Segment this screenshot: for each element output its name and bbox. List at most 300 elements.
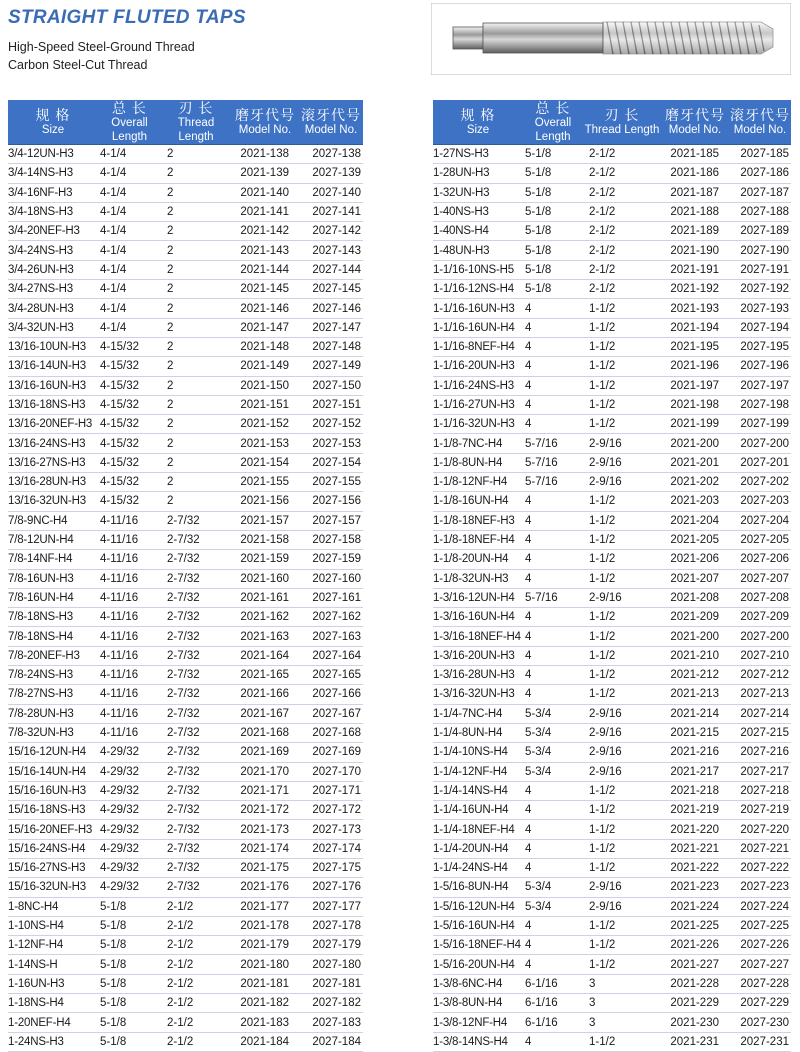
overall-length-cell: 5-7/16: [523, 453, 583, 472]
size-cell: 1-5/16-16UN-H4: [433, 916, 523, 935]
table-row: [433, 685, 791, 704]
overall-length-cell: 4: [523, 415, 583, 434]
thread-length-cell: 1-1/2: [583, 569, 661, 588]
overall-length-cell: 5-1/8: [98, 1032, 161, 1051]
cut-model-cell: 2027-202: [729, 473, 791, 492]
size-cell: 7/8-28UN-H3: [8, 704, 98, 723]
page-title: STRAIGHT FLUTED TAPS: [8, 7, 246, 28]
overall-length-cell: 4-29/32: [98, 781, 161, 800]
table-row: [8, 337, 363, 356]
table-row: [433, 183, 791, 202]
cut-model-cell: 2027-138: [299, 145, 363, 164]
thread-length-cell: 1-1/2: [583, 299, 661, 318]
ground-model-cell: 2021-164: [231, 646, 299, 665]
overall-length-cell: 4: [523, 955, 583, 974]
size-cell: 1-1/16-32UN-H3: [433, 415, 523, 434]
overall-length-cell: 4: [523, 781, 583, 800]
cut-model-cell: 2027-200: [729, 627, 791, 646]
cut-model-cell: 2027-141: [299, 202, 363, 221]
overall-length-cell: 5-1/8: [523, 145, 583, 164]
overall-length-cell: 5-7/16: [523, 434, 583, 453]
cut-model-cell: 2027-157: [299, 511, 363, 530]
cut-model-cell: 2027-226: [729, 936, 791, 955]
table-row: [433, 627, 791, 646]
thread-length-cell: 2: [161, 337, 231, 356]
table-row: [8, 395, 363, 414]
size-cell: 1-1/8-7NC-H4: [433, 434, 523, 453]
table-row: [433, 357, 791, 376]
ground-model-cell: 2021-142: [231, 222, 299, 241]
overall-length-cell: 4-1/4: [98, 260, 161, 279]
cut-model-cell: 2027-140: [299, 183, 363, 202]
cut-model-cell: 2027-163: [299, 627, 363, 646]
size-cell: 1-48UN-H3: [433, 241, 523, 260]
thread-length-cell: 2-7/32: [161, 704, 231, 723]
ground-model-cell: 2021-216: [661, 743, 729, 762]
size-cell: 1-3/16-16UN-H4: [433, 608, 523, 627]
overall-length-cell: 4-15/32: [98, 415, 161, 434]
overall-length-cell: 4-15/32: [98, 376, 161, 395]
size-cell: 1-1/4-12NF-H4: [433, 762, 523, 781]
cut-model-cell: 2027-218: [729, 781, 791, 800]
overall-length-cell: 5-1/8: [523, 260, 583, 279]
size-cell: 3/4-27NS-H3: [8, 280, 98, 299]
thread-length-cell: 1-1/2: [583, 550, 661, 569]
table-row: [433, 202, 791, 221]
cut-model-cell: 2027-149: [299, 357, 363, 376]
overall-length-cell: 4-29/32: [98, 878, 161, 897]
overall-length-cell: 6-1/16: [523, 974, 583, 993]
col-size: 规 格 Size: [8, 100, 98, 145]
table-row: [433, 801, 791, 820]
cut-model-cell: 2027-207: [729, 569, 791, 588]
overall-length-cell: 4-1/4: [98, 241, 161, 260]
thread-length-cell: 2-1/2: [583, 280, 661, 299]
table-row: [8, 550, 363, 569]
size-cell: 1-3/16-32UN-H3: [433, 685, 523, 704]
size-cell: 1-1/4-7NC-H4: [433, 704, 523, 723]
size-cell: 15/16-14UN-H4: [8, 762, 98, 781]
table-row: [433, 916, 791, 935]
thread-length-cell: 2: [161, 299, 231, 318]
overall-length-cell: 5-1/8: [523, 222, 583, 241]
thread-length-cell: 2-7/32: [161, 569, 231, 588]
overall-length-cell: 4-11/16: [98, 588, 161, 607]
table-row: [8, 858, 363, 877]
cut-model-cell: 2027-159: [299, 550, 363, 569]
thread-length-cell: 2-1/2: [583, 202, 661, 221]
cut-model-cell: 2027-214: [729, 704, 791, 723]
thread-length-cell: 1-1/2: [583, 608, 661, 627]
thread-length-cell: 3: [583, 994, 661, 1013]
size-cell: 1-18NS-H4: [8, 994, 98, 1013]
overall-length-cell: 4-1/4: [98, 202, 161, 221]
size-cell: 15/16-20NEF-H3: [8, 820, 98, 839]
ground-model-cell: 2021-186: [661, 164, 729, 183]
table-row: [8, 164, 363, 183]
size-cell: 3/4-24NS-H3: [8, 241, 98, 260]
spec-table-left: [8, 100, 363, 1052]
table-row: [433, 704, 791, 723]
ground-model-cell: 2021-160: [231, 569, 299, 588]
overall-length-cell: 5-1/8: [523, 241, 583, 260]
thread-length-cell: 1-1/2: [583, 801, 661, 820]
overall-length-cell: 4: [523, 395, 583, 414]
ground-model-cell: 2021-157: [231, 511, 299, 530]
table-row: [8, 299, 363, 318]
thread-length-cell: 2-1/2: [583, 164, 661, 183]
cut-model-cell: 2027-205: [729, 530, 791, 549]
cut-model-cell: 2027-186: [729, 164, 791, 183]
cut-model-cell: 2027-197: [729, 376, 791, 395]
thread-length-cell: 1-1/2: [583, 1032, 661, 1051]
cut-model-cell: 2027-199: [729, 415, 791, 434]
ground-model-cell: 2021-145: [231, 280, 299, 299]
thread-length-cell: 1-1/2: [583, 916, 661, 935]
overall-length-cell: 4-1/4: [98, 299, 161, 318]
cut-model-cell: 2027-231: [729, 1032, 791, 1051]
thread-length-cell: 1-1/2: [583, 318, 661, 337]
table-row: [8, 743, 363, 762]
ground-model-cell: 2021-196: [661, 357, 729, 376]
size-cell: 1-3/16-28UN-H3: [433, 666, 523, 685]
overall-length-cell: 5-3/4: [523, 762, 583, 781]
cut-model-cell: 2027-230: [729, 1013, 791, 1032]
table-row: [433, 164, 791, 183]
col-overall-length: 总 长 Overall Length: [523, 100, 583, 145]
thread-length-cell: 2-1/2: [583, 183, 661, 202]
overall-length-cell: 4-15/32: [98, 434, 161, 453]
thread-length-cell: 2-1/2: [583, 241, 661, 260]
size-cell: 1-1/8-20UN-H4: [433, 550, 523, 569]
ground-model-cell: 2021-148: [231, 337, 299, 356]
ground-model-cell: 2021-199: [661, 415, 729, 434]
ground-model-cell: 2021-172: [231, 801, 299, 820]
overall-length-cell: 5-3/4: [523, 743, 583, 762]
size-cell: 7/8-14NF-H4: [8, 550, 98, 569]
cut-model-cell: 2027-177: [299, 897, 363, 916]
table-row: [433, 897, 791, 916]
thread-length-cell: 1-1/2: [583, 337, 661, 356]
thread-length-cell: 2: [161, 415, 231, 434]
size-cell: 1-5/16-20UN-H4: [433, 955, 523, 974]
thread-length-cell: 2-1/2: [161, 994, 231, 1013]
col-thread-length: 刃 长 Thread Length: [583, 100, 661, 145]
size-cell: 1-1/4-18NEF-H4: [433, 820, 523, 839]
overall-length-cell: 4-29/32: [98, 801, 161, 820]
size-cell: 13/16-24NS-H3: [8, 434, 98, 453]
ground-model-cell: 2021-158: [231, 530, 299, 549]
thread-length-cell: 1-1/2: [583, 511, 661, 530]
overall-length-cell: 5-1/8: [98, 916, 161, 935]
cut-model-cell: 2027-200: [729, 434, 791, 453]
cut-model-cell: 2027-198: [729, 395, 791, 414]
thread-length-cell: 1-1/2: [583, 415, 661, 434]
table-row: [8, 183, 363, 202]
cut-model-cell: 2027-179: [299, 936, 363, 955]
thread-length-cell: 2: [161, 318, 231, 337]
ground-model-cell: 2021-212: [661, 666, 729, 685]
table-row: [433, 666, 791, 685]
ground-model-cell: 2021-230: [661, 1013, 729, 1032]
ground-model-cell: 2021-151: [231, 395, 299, 414]
cut-model-cell: 2027-180: [299, 955, 363, 974]
size-cell: 1-12NF-H4: [8, 936, 98, 955]
thread-length-cell: 2: [161, 241, 231, 260]
table-row: [433, 646, 791, 665]
thread-length-cell: 1-1/2: [583, 820, 661, 839]
ground-model-cell: 2021-203: [661, 492, 729, 511]
overall-length-cell: 6-1/16: [523, 1013, 583, 1032]
overall-length-cell: 4-11/16: [98, 646, 161, 665]
overall-length-cell: 4-11/16: [98, 666, 161, 685]
overall-length-cell: 5-1/8: [98, 994, 161, 1013]
size-cell: 15/16-18NS-H3: [8, 801, 98, 820]
cut-model-cell: 2027-208: [729, 588, 791, 607]
table-row: [433, 453, 791, 472]
cut-model-cell: 2027-161: [299, 588, 363, 607]
cut-model-cell: 2027-193: [729, 299, 791, 318]
table-row: [433, 569, 791, 588]
ground-model-cell: 2021-144: [231, 260, 299, 279]
ground-model-cell: 2021-200: [661, 627, 729, 646]
overall-length-cell: 5-1/8: [523, 280, 583, 299]
thread-length-cell: 2: [161, 222, 231, 241]
cut-model-cell: 2027-201: [729, 453, 791, 472]
cut-model-cell: 2027-184: [299, 1032, 363, 1051]
table-row: [433, 550, 791, 569]
size-cell: 1-3/16-18NEF-H4: [433, 627, 523, 646]
table-row: [8, 241, 363, 260]
size-cell: 1-3/8-6NC-H4: [433, 974, 523, 993]
overall-length-cell: 4-11/16: [98, 704, 161, 723]
size-cell: 13/16-16UN-H3: [8, 376, 98, 395]
ground-model-cell: 2021-143: [231, 241, 299, 260]
size-cell: 7/8-18NS-H3: [8, 608, 98, 627]
cut-model-cell: 2027-176: [299, 878, 363, 897]
cut-model-cell: 2027-225: [729, 916, 791, 935]
size-cell: 13/16-18NS-H3: [8, 395, 98, 414]
thread-length-cell: 2-1/2: [161, 1013, 231, 1032]
overall-length-cell: 4: [523, 376, 583, 395]
size-cell: 1-1/8-16UN-H4: [433, 492, 523, 511]
size-cell: 1-1/16-12NS-H4: [433, 280, 523, 299]
thread-length-cell: 1-1/2: [583, 627, 661, 646]
col-overall-length: 总 长 Overall Length: [98, 100, 161, 145]
size-cell: 1-16UN-H3: [8, 974, 98, 993]
size-cell: 13/16-28UN-H3: [8, 473, 98, 492]
overall-length-cell: 4-1/4: [98, 164, 161, 183]
overall-length-cell: 4: [523, 569, 583, 588]
table-row: [8, 453, 363, 472]
table-row: [433, 299, 791, 318]
overall-length-cell: 4: [523, 839, 583, 858]
cut-model-cell: 2027-220: [729, 820, 791, 839]
ground-model-cell: 2021-161: [231, 588, 299, 607]
ground-model-cell: 2021-197: [661, 376, 729, 395]
ground-model-cell: 2021-220: [661, 820, 729, 839]
ground-model-cell: 2021-206: [661, 550, 729, 569]
ground-model-cell: 2021-204: [661, 511, 729, 530]
ground-model-cell: 2021-163: [231, 627, 299, 646]
overall-length-cell: 4-15/32: [98, 473, 161, 492]
cut-model-cell: 2027-188: [729, 202, 791, 221]
col-ground-model: 磨牙代号 Model No.: [661, 100, 729, 145]
table-row: [433, 839, 791, 858]
cut-model-cell: 2027-213: [729, 685, 791, 704]
cut-model-cell: 2027-174: [299, 839, 363, 858]
ground-model-cell: 2021-155: [231, 473, 299, 492]
table-row: [433, 723, 791, 742]
overall-length-cell: 4: [523, 492, 583, 511]
table-row: [8, 569, 363, 588]
overall-length-cell: 4-29/32: [98, 839, 161, 858]
ground-model-cell: 2021-175: [231, 858, 299, 877]
size-cell: 1-5/16-8UN-H4: [433, 878, 523, 897]
ground-model-cell: 2021-178: [231, 916, 299, 935]
overall-length-cell: 4-29/32: [98, 743, 161, 762]
size-cell: 1-3/16-20UN-H3: [433, 646, 523, 665]
thread-length-cell: 2-7/32: [161, 627, 231, 646]
table-row: [8, 974, 363, 993]
thread-length-cell: 2-7/32: [161, 550, 231, 569]
overall-length-cell: 4: [523, 299, 583, 318]
table-row: [8, 994, 363, 1013]
ground-model-cell: 2021-228: [661, 974, 729, 993]
overall-length-cell: 5-1/8: [98, 897, 161, 916]
cut-model-cell: 2027-187: [729, 183, 791, 202]
table-row: [8, 260, 363, 279]
ground-model-cell: 2021-207: [661, 569, 729, 588]
ground-model-cell: 2021-165: [231, 666, 299, 685]
cut-model-cell: 2027-152: [299, 415, 363, 434]
overall-length-cell: 4-1/4: [98, 222, 161, 241]
thread-length-cell: 2: [161, 453, 231, 472]
ground-model-cell: 2021-213: [661, 685, 729, 704]
size-cell: 3/4-12UN-H3: [8, 145, 98, 164]
size-cell: 7/8-32UN-H3: [8, 723, 98, 742]
thread-length-cell: 1-1/2: [583, 685, 661, 704]
table-row: [433, 241, 791, 260]
ground-model-cell: 2021-219: [661, 801, 729, 820]
overall-length-cell: 4: [523, 685, 583, 704]
size-cell: 1-5/16-18NEF-H4: [433, 936, 523, 955]
overall-length-cell: 5-7/16: [523, 473, 583, 492]
ground-model-cell: 2021-149: [231, 357, 299, 376]
table-header-row: [8, 100, 363, 145]
overall-length-cell: 4-29/32: [98, 820, 161, 839]
table-row: [433, 530, 791, 549]
thread-length-cell: 2-9/16: [583, 453, 661, 472]
overall-length-cell: 5-7/16: [523, 588, 583, 607]
cut-model-cell: 2027-173: [299, 820, 363, 839]
overall-length-cell: 5-3/4: [523, 897, 583, 916]
ground-model-cell: 2021-171: [231, 781, 299, 800]
size-cell: 1-3/8-8UN-H4: [433, 994, 523, 1013]
size-cell: 1-8NC-H4: [8, 897, 98, 916]
table-row: [8, 897, 363, 916]
table-row: [433, 1013, 791, 1032]
size-cell: 1-1/16-27UN-H3: [433, 395, 523, 414]
cut-model-cell: 2027-153: [299, 434, 363, 453]
table-row: [433, 858, 791, 877]
size-cell: 7/8-9NC-H4: [8, 511, 98, 530]
size-cell: 15/16-27NS-H3: [8, 858, 98, 877]
cut-model-cell: 2027-189: [729, 222, 791, 241]
ground-model-cell: 2021-185: [661, 145, 729, 164]
table-row: [433, 376, 791, 395]
size-cell: 7/8-27NS-H3: [8, 685, 98, 704]
overall-length-cell: 5-1/8: [98, 974, 161, 993]
overall-length-cell: 4-1/4: [98, 145, 161, 164]
size-cell: 13/16-10UN-H3: [8, 337, 98, 356]
cut-model-cell: 2027-166: [299, 685, 363, 704]
table-row: [433, 222, 791, 241]
size-cell: 15/16-32UN-H3: [8, 878, 98, 897]
thread-length-cell: 2-7/32: [161, 858, 231, 877]
thread-length-cell: 2: [161, 164, 231, 183]
table-header-row: [433, 100, 791, 145]
thread-length-cell: 2-7/32: [161, 839, 231, 858]
thread-length-cell: 2-7/32: [161, 511, 231, 530]
ground-model-cell: 2021-183: [231, 1013, 299, 1032]
overall-length-cell: 4: [523, 530, 583, 549]
table-row: [8, 222, 363, 241]
table-row: [433, 781, 791, 800]
table-row: [8, 955, 363, 974]
cut-model-cell: 2027-210: [729, 646, 791, 665]
ground-model-cell: 2021-154: [231, 453, 299, 472]
size-cell: 13/16-20NEF-H3: [8, 415, 98, 434]
ground-model-cell: 2021-150: [231, 376, 299, 395]
size-cell: 1-10NS-H4: [8, 916, 98, 935]
size-cell: 3/4-14NS-H3: [8, 164, 98, 183]
size-cell: 1-27NS-H3: [433, 145, 523, 164]
thread-length-cell: 2-7/32: [161, 878, 231, 897]
ground-model-cell: 2021-215: [661, 723, 729, 742]
thread-length-cell: 2-7/32: [161, 723, 231, 742]
thread-length-cell: 2-1/2: [161, 936, 231, 955]
ground-model-cell: 2021-227: [661, 955, 729, 974]
table-row: [8, 530, 363, 549]
thread-length-cell: 1-1/2: [583, 781, 661, 800]
thread-length-cell: 2-7/32: [161, 801, 231, 820]
thread-length-cell: 2-9/16: [583, 878, 661, 897]
ground-model-cell: 2021-225: [661, 916, 729, 935]
col-thread-length: 刃 长 Thread Length: [161, 100, 231, 145]
cut-model-cell: 2027-172: [299, 801, 363, 820]
overall-length-cell: 4: [523, 1032, 583, 1051]
ground-model-cell: 2021-210: [661, 646, 729, 665]
ground-model-cell: 2021-181: [231, 974, 299, 993]
thread-length-cell: 2: [161, 473, 231, 492]
cut-model-cell: 2027-223: [729, 878, 791, 897]
cut-model-cell: 2027-217: [729, 762, 791, 781]
thread-length-cell: 1-1/2: [583, 936, 661, 955]
cut-model-cell: 2027-219: [729, 801, 791, 820]
ground-model-cell: 2021-153: [231, 434, 299, 453]
size-cell: 1-1/16-16UN-H3: [433, 299, 523, 318]
thread-length-cell: 2-1/2: [161, 916, 231, 935]
overall-length-cell: 5-3/4: [523, 704, 583, 723]
table-row: [433, 994, 791, 1013]
cut-model-cell: 2027-160: [299, 569, 363, 588]
overall-length-cell: 4-11/16: [98, 530, 161, 549]
table-row: [433, 820, 791, 839]
overall-length-cell: 4: [523, 936, 583, 955]
cut-model-cell: 2027-145: [299, 280, 363, 299]
thread-length-cell: 2: [161, 202, 231, 221]
